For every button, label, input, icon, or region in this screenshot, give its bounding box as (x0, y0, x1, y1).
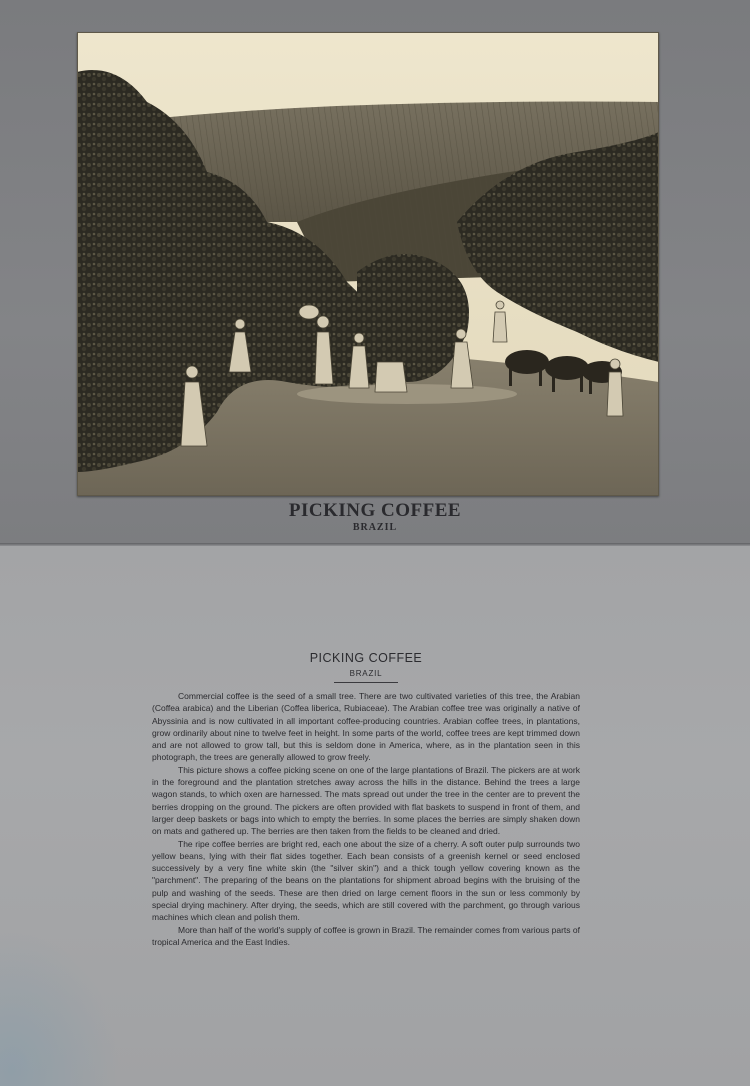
paragraph-4: More than half of the world's supply of coffee is grown in Brazil. The remainder comes from various parts of tropical America and the East Indies. (152, 924, 580, 947)
description-text-block (152, 650, 580, 948)
title-rule (334, 682, 398, 683)
mount-caption (0, 500, 750, 533)
water-stain (0, 930, 120, 1086)
photo-illustration (77, 32, 659, 496)
mount-subtitle: BRAZIL (352, 522, 398, 533)
description-subtitle: BRAZIL (349, 669, 383, 678)
paragraph-3: The ripe coffee berries are bright red, each one about the size of a cherry. A soft outer pulp surrounds two yellow beans, lying with their flat sides together. Each bean consists of a greenish kernel or seed enclosed successively by a very fine white skin (the "silver skin") and a thick tough yellow covering known as the "parchment". The preparing of the beans on the plantations for shipment abroad begins with the bruising of the pulp and washing of the seeds. These are then dried on large cement floors in the sun or less commonly by special drying machinery. After drying, the seeds, which are still covered with the parchment, go through various machines which clean and polish them. (152, 838, 580, 923)
description-title: PICKING COFFEE (309, 651, 423, 665)
mount-title: PICKING COFFEE (288, 500, 462, 521)
paragraph-1: Commercial coffee is the seed of a small tree. There are two cultivated varieties of this tree, the Arabian (Coffea arabica) and the Liberian (Coffea liberica, Rubiaceae). The Arabian coffee tree was originally a native of Abyssinia and is now cultivated in all important coffee-producing countries. Arabian coffee trees, in plantations, grow ordinarily about nine to twelve feet in height. In some parts of the world, coffee trees are kept trimmed down and are not allowed to grow tall, but this is seldom done in America, where, as in the plantation seen in this photograph, the trees are generally allowed to grow freely. (152, 691, 580, 763)
paragraph-2: This picture shows a coffee picking scene on one of the large plantations of Brazil. The pickers are at work in the foreground and the plantation stretches away across the hills in the distance. Behind the trees a large wagon stands, to which oxen are harnessed. The mats spread out under the tree in the center are to prevent the berries dropping on the ground. The pickers are often provided with flat baskets to suspend in front of them, and larger deep baskets or bags into which to empty the berries. In some places the berries are simply shaken down on mats and gathered up. The berries are then taken from the fields to be cleaned and dried. (152, 764, 580, 837)
coffee-plantation-photograph (77, 32, 659, 496)
